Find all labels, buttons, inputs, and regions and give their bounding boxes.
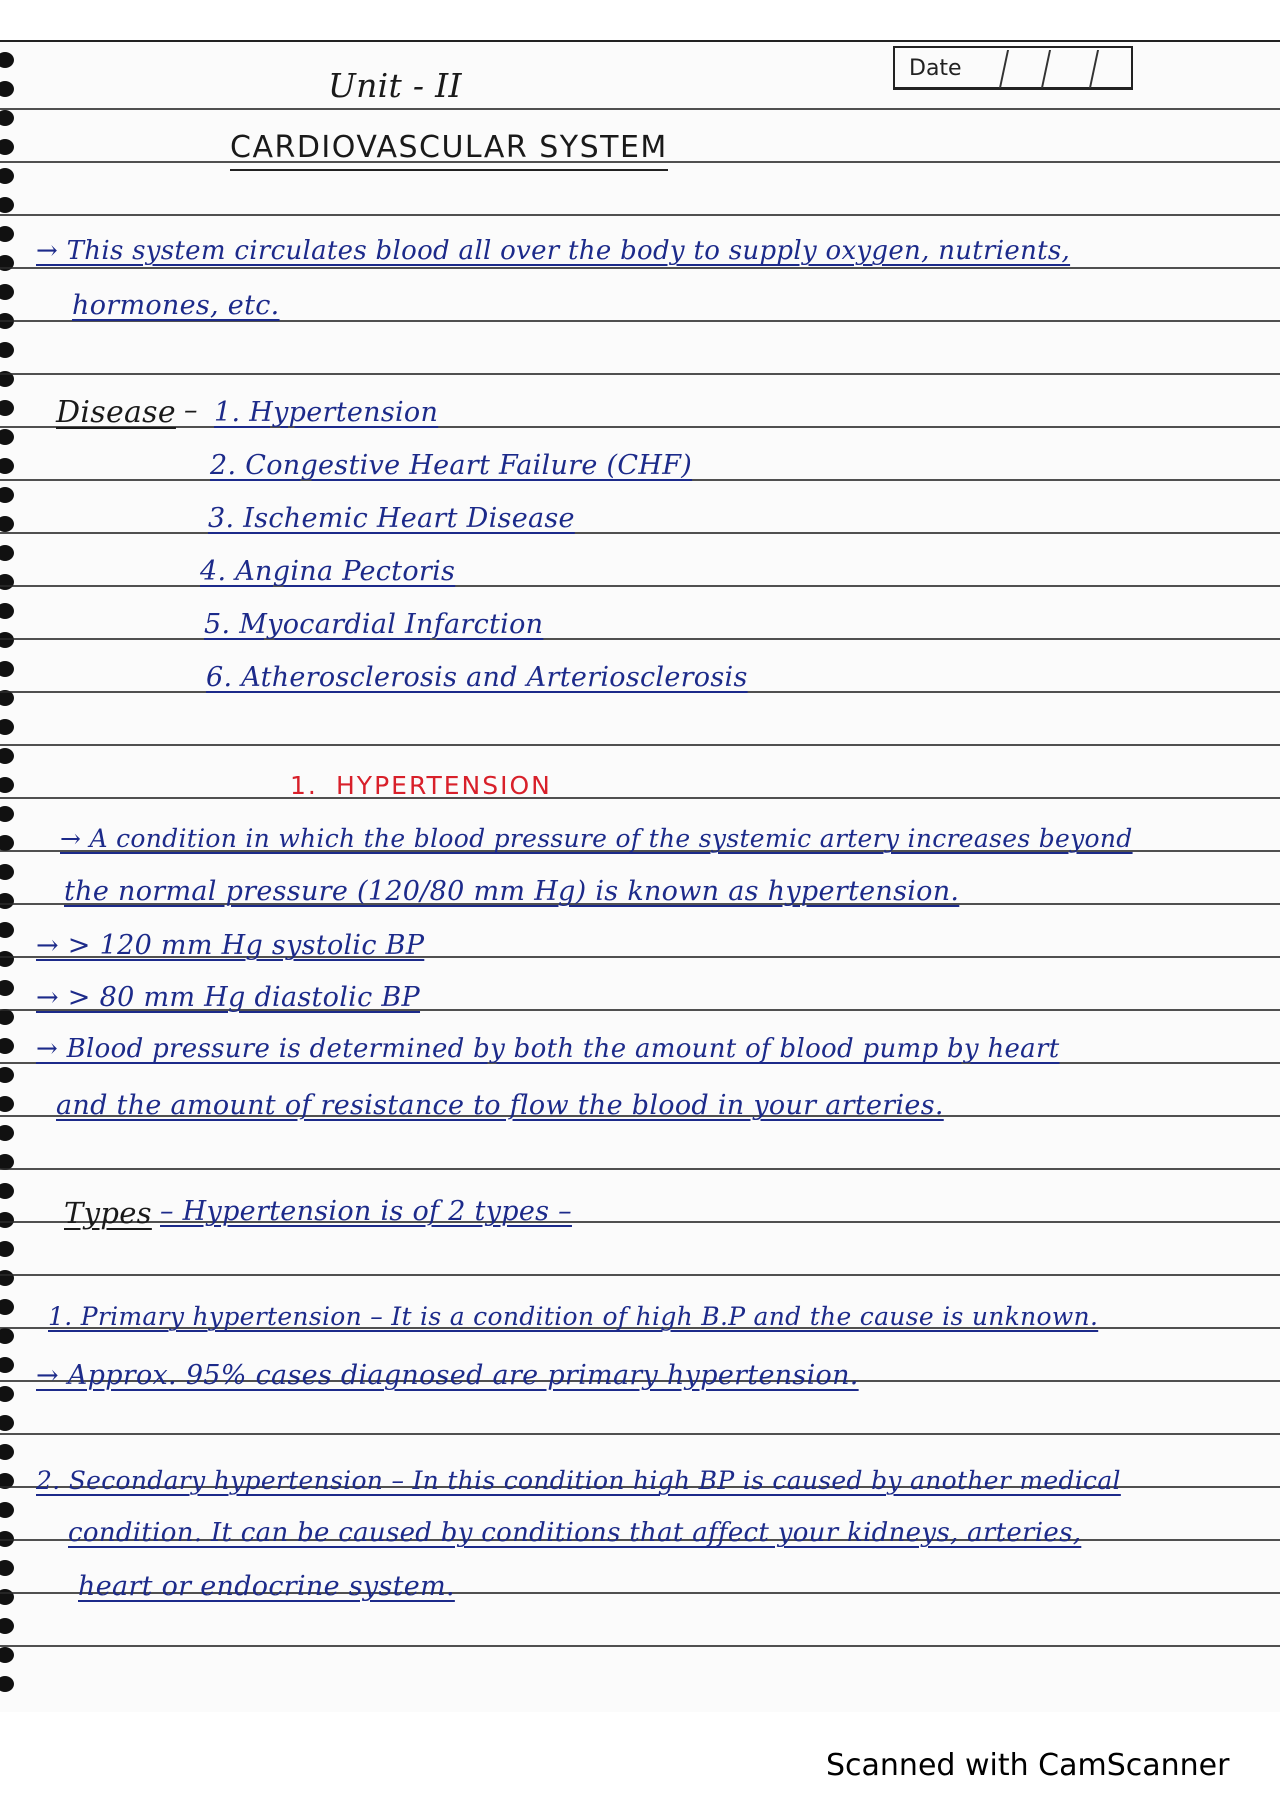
secondary-line-1: 2. Secondary hypertension – In this condition high BP is caused by another medical <box>36 1466 1121 1495</box>
disease-item: 4. Angina Pectoris <box>200 556 456 587</box>
ruled-line <box>0 108 1280 110</box>
date-divider <box>999 50 1009 88</box>
disease-label: Disease <box>56 395 176 430</box>
disease-item: 6. Atherosclerosis and Arteriosclerosis <box>206 662 748 693</box>
date-box <box>893 46 1133 90</box>
date-divider <box>1041 50 1051 88</box>
date-divider <box>1089 50 1099 88</box>
scan-watermark: Scanned with CamScanner <box>826 1748 1230 1783</box>
systolic-bp: → > 120 mm Hg systolic BP <box>36 930 425 961</box>
section-heading: HYPERTENSION <box>336 771 552 800</box>
ruled-line <box>0 426 1280 428</box>
definition-line-1: → A condition in which the blood pressure of the systemic artery increases beyond <box>60 824 1133 853</box>
disease-item: 2. Congestive Heart Failure (CHF) <box>210 450 693 481</box>
ruled-line <box>0 532 1280 534</box>
ruled-line <box>0 214 1280 216</box>
ruled-line <box>0 1168 1280 1170</box>
secondary-line-3: heart or endocrine system. <box>78 1571 455 1602</box>
ruled-line <box>0 1274 1280 1276</box>
ruled-line <box>0 267 1280 269</box>
types-label: Types <box>64 1196 152 1230</box>
date-label: Date <box>909 56 962 81</box>
diastolic-bp: → > 80 mm Hg diastolic BP <box>36 982 421 1013</box>
unit-heading: Unit - II <box>328 66 462 105</box>
disease-item: 3. Ischemic Heart Disease <box>208 503 575 534</box>
page-title: CARDIOVASCULAR SYSTEM <box>230 130 668 171</box>
primary-line-1: 1. Primary hypertension – It is a condition of high B.P and the cause is unknown. <box>48 1302 1099 1331</box>
ruled-line <box>0 1645 1280 1647</box>
ruled-line <box>0 744 1280 746</box>
disease-dash: – <box>184 395 198 426</box>
ruled-line <box>0 1433 1280 1435</box>
section-number: 1. <box>290 771 318 800</box>
ruled-line <box>0 585 1280 587</box>
ruled-line <box>0 638 1280 640</box>
primary-line-2: → Approx. 95% cases diagnosed are primary hypertension. <box>36 1360 859 1391</box>
definition-line-2: the normal pressure (120/80 mm Hg) is known as hypertension. <box>64 876 960 907</box>
types-text: – Hypertension is of 2 types – <box>160 1196 572 1227</box>
ruled-line <box>0 373 1280 375</box>
secondary-line-2: condition. It can be caused by conditions that affect your kidneys, arteries, <box>68 1518 1082 1548</box>
intro-line-2: hormones, etc. <box>72 290 280 321</box>
bp-line-1: → Blood pressure is determined by both the amount of blood pump by heart <box>36 1034 1060 1064</box>
bp-line-2: and the amount of resistance to flow the blood in your arteries. <box>56 1090 944 1121</box>
disease-item: 1. Hypertension <box>214 397 439 428</box>
ruled-line <box>0 797 1280 799</box>
disease-item: 5. Myocardial Infarction <box>204 609 544 640</box>
intro-line-1: → This system circulates blood all over the body to supply oxygen, nutrients, <box>36 236 1071 266</box>
